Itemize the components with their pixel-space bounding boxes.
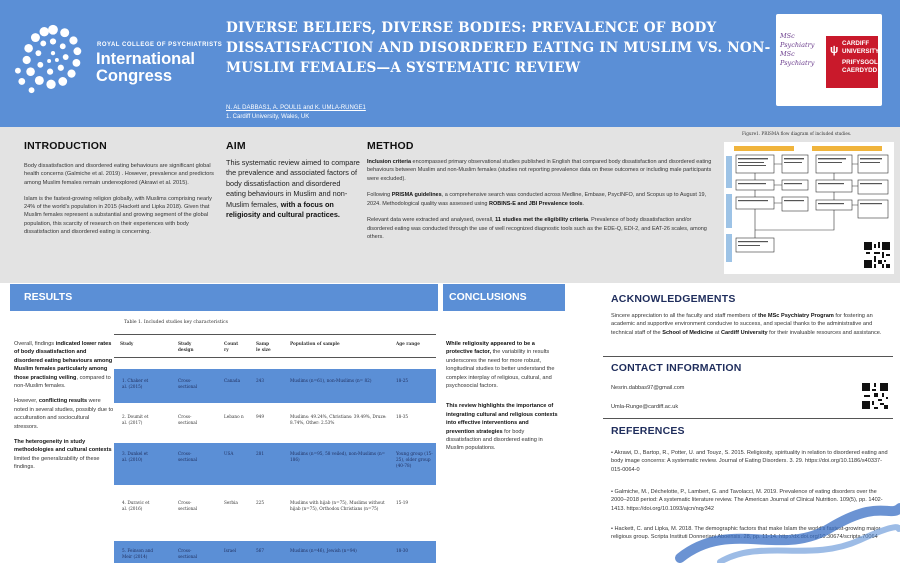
conclusions-p2: for body dissatisfaction and disordered eating in Muslim populations. [446,428,543,452]
cell-age: 18-25 [396,378,409,383]
authors-block [226,104,366,122]
table-header-population: Population of sample [290,341,340,346]
results-p3b: limited the generalizability of these findings. [14,455,100,471]
table-header-age: Age range [396,341,420,346]
org-subtitle: ROYAL COLLEGE OF PSYCHIATRISTS [97,42,223,48]
cell-design: Cross-sectional [178,500,198,512]
results-p1-bold: indicated lower rates of body dissatisfaction and disordered eating behaviours among Muslim females particularly among those practising veiling [14,341,113,381]
table-row [114,408,436,438]
conclusions-paragraph-2 [446,402,558,452]
divider [603,418,893,419]
method-p1-bold: Inclusion criteria [367,159,412,165]
cardiff-word-3: PRIFYSGOL [842,59,878,66]
method-text [367,158,712,250]
cell-study: 3. Dunkel et al. (2010) [122,451,148,463]
poster-title: DIVERSE BELIEFS, DIVERSE BODIES: PREVALENCE OF BODY DISSATISFACTION AND DISORDERED EATING IN MUSLIM VS. NON-MUSLIM FEMALES—A SYSTEMATIC REVIEW [226,20,771,76]
cell-size: 567 [256,548,264,553]
divider [603,356,893,357]
results-p2b: were noted in several studies, possibly due to acculturation and sociocultural stressors. [14,398,114,430]
results-p1b: , compared to non-Muslim females. [14,374,111,390]
cardiff-word-4: CAERDYDD [842,67,878,74]
cell-population: Muslims (n=61), non-Muslims (n= 82) [290,378,372,383]
cell-design: Cross-sectional [178,548,198,560]
cell-country: Lebano n [224,414,244,419]
contact-qr-code[interactable] [862,383,888,409]
poster-header [0,0,900,127]
cell-age: 15-19 [396,500,409,505]
cardiff-word-2: UNIVERSITY [842,48,880,55]
results-p1a: Overall, findings [14,341,56,347]
cardiff-university-logo [826,36,878,88]
aim-text [226,158,362,220]
cell-population: Muslims (n=46), Jewish (n=94) [290,548,357,553]
method-p2-bold2: ROBINS-E and JBI Prevalence tools [489,200,583,207]
affiliation: 1. Cardiff University, Wales, UK [226,114,310,120]
method-p3a: Relevant data were extracted and analysed, overall, [367,217,496,224]
method-p3b: . Prevalence of body dissatisfaction and/or disordered eating was conducted through the use of well recognized diagnostic tools such as the EDE-Q, EDI-2, and EAT-26 scales, among others. [367,217,707,241]
cell-country: Israel [224,548,237,553]
method-p2-bold: PRISMA guidelines [391,192,442,199]
acknowledgements-heading: ACKNOWLEDGEMENTS [611,293,736,305]
method-paragraph-1 [367,158,712,183]
authors: N. AL DABBAS1, A. POULI1 and K. UMLA-RUNGE1 [226,105,366,111]
cell-population: Muslims: 49.24%, Christians: 39.49%, Druze: 8.74%, Other: 2.53% [290,414,387,426]
cell-country: USA [224,451,234,456]
results-text [14,340,114,479]
reference-item: • Galmiche, M., Déchelotte, P., Lambert, G. and Tavolacci, M. 2019. Prevalence of eating disorders over the 2000–2018 period: A systematic literature review. The American Journal of Clinical Nutrition. 109(5), pp. 1402-1413. https://doi.org/10.1093/ajcn/nqy342 [611,489,883,512]
cell-study: 2. Doumit et al. (2017) [122,414,149,426]
table-caption: Table 1. Included studies key characteristics [124,320,228,325]
results-p3-bold: The heterogeneity in study methodologies and cultural contexts [14,439,112,454]
references-heading: REFERENCES [611,425,685,437]
method-p2a: Following [367,192,392,199]
aim-body: This systematic review aimed to compare the prevalence and associated factors of body dissatisfaction and disordered eating behaviours in Muslim and non-Muslim females, [226,158,360,209]
conclusions-p1-bold: While religiosity appeared to be a protective factor, [446,341,535,356]
method-p3-bold: 11 studies met the eligibility criteria [495,217,589,224]
cell-population: Muslims (n=95, 58 veiled), non-Muslims (n= 186) [290,451,386,463]
method-qr-code[interactable] [864,242,890,268]
results-paragraph-3 [14,438,114,472]
table-header-size: Samp le size [256,341,271,352]
cardiff-tree-icon: ψ [830,44,839,56]
reference-item: • Hackett, C. and Lipka, M. 2018. The demographic factors that make Islam the world's fastest-growing major religious group. Scripta Instituti Donneriani Aboensis. 28, pp. 11-14. http://dx.doi.org/10.30674/scripta.70064 [611,526,881,541]
table-row [114,492,436,532]
introduction-text [24,162,214,244]
intro-paragraph-1: Body dissatisfaction and disordered eating behaviours are significant global health concerns (Galmiche et al. 2019) . However, prevalence and predictors among Muslim females remain underexplored (Akrawi et al. 2015). [24,163,214,186]
method-heading: METHOD [367,140,414,152]
introduction-heading: INTRODUCTION [24,140,107,152]
conclusions-p1: the variability in results underscores the need for more robust, longitudinal studies to better understand the complex interplay of religious, cultural, and psychosocial factors. [446,349,555,390]
table-header-rule [114,357,436,358]
ack-b2: School of Medicine [662,329,714,336]
cell-study: 5. Feinson and Meir (2014) [122,548,154,560]
table-header-design: Study design [178,341,194,352]
cardiff-word-1: CARDIFF [842,40,870,47]
cell-country: Serbia [224,500,238,505]
cell-size: 243 [256,378,264,383]
results-banner [10,284,438,311]
method-paragraph-3 [367,216,712,241]
results-p2a: However, [14,398,39,405]
cell-population: Muslims with hijab (n=75), Muslims without hijab (n=75), Orthodox Christians (n=75) [290,500,385,512]
ack-t1: Sincere appreciation to all the faculty and staff members of [611,313,758,319]
partner-logos [776,14,882,106]
method-p2c: . [582,200,585,207]
cell-size: 225 [256,500,264,505]
method-p1: encompassed primary observational studies published in English that compared body dissatisfaction and disordered eating behaviours between Muslim and non-Muslim females (studies not reporting prevalence data on these outcomes or including male participants were excluded). [367,159,712,182]
conclusions-p2-bold: This review highlights the importance of integrating cultural and religious contexts into effective interventions and prevention strategies [446,403,558,435]
results-heading: RESULTS [24,291,73,303]
ack-t2: for fostering an academic and supportive environment conducive to success, and special thanks to the administrative and technical staff of the [611,313,873,336]
ack-t4: for their invaluable resources and assistance. [767,329,882,336]
results-p2-bold: conflicting results [38,398,88,405]
cell-study: 4. Duravic et al. (2016) [122,500,150,512]
qr-code-icon [862,383,888,409]
prisma-figure-caption: Figure1. PRISMA flow diagram of included studies. [742,131,852,136]
congress-name: International Congress [96,50,196,85]
method-p2b: , a comprehensive search was conducted across Medline, Embase, PsycINFO, and Scopus up to August 19, 2024. Methodological quality was assessed using [367,192,707,207]
cell-age: 18-35 [396,414,409,419]
method-paragraph-2 [367,191,712,208]
table-row [114,369,436,403]
aim-bold: with a focus on religiosity and cultural practices. [226,199,340,220]
table-header-study: Study [120,341,134,346]
contact-email-2[interactable]: Umla-Runge@cardiff.ac.uk [611,404,679,410]
ack-b3: Cardiff University [720,329,768,336]
results-paragraph-1 [14,340,114,390]
results-paragraph-2 [14,397,114,431]
aim-heading: AIM [226,140,246,152]
conclusions-heading: CONCLUSIONS [449,291,527,303]
table-row [114,443,436,485]
reference-item: • Akrawi, D., Bartop, R., Potter, U. and Touyz, S. 2015. Religiosity, spirituality in relation to disordered eating and body image concerns: A systematic review. Journal of Eating Disorders. 3. 29. https://doi.org/10.1186/s40337-015-0064-0 [611,450,888,473]
cell-country: Canada [224,378,241,383]
acknowledgements-text [611,312,893,337]
intro-paragraph-2: Islam is the fastest-growing religion globally, with Muslims comprising nearly 24% of the world's population in 2015 (Hackett and Lipka 2018). Given that Muslim females represent a substantial and growing segment of the global population, this scarcity of research on their experiences with body dissatisfaction and disordered eating is concerning. [24,195,212,236]
cell-study: 1. Chaker et al. (2015) [122,378,149,390]
table-header-country: Count ry [224,341,239,352]
cell-size: 949 [256,414,264,419]
ack-b1: the MSc Psychiatry Program [757,313,834,319]
cell-design: Cross-sectional [178,451,198,463]
cell-design: Cross-sectional [178,378,198,390]
rcpsych-logo-icon [14,20,92,98]
cell-size: 281 [256,451,264,456]
conclusions-paragraph-1 [446,340,558,390]
contact-email-1[interactable]: Nesrin.dabbas97@gmail.com [611,385,685,391]
table-row [114,541,436,563]
contact-heading: CONTACT INFORMATION [611,362,742,374]
cell-design: Cross-sectional [178,414,198,426]
msc-psychiatry-logo: MSc Psychiatry MSc Psychiatry [780,32,815,67]
qr-code-icon [864,242,890,268]
cell-age: 18-30 [396,548,409,553]
ack-t3: at [713,329,721,336]
table-top-rule [114,334,436,335]
cell-age: Young group (15-25), older group (40-78) [396,451,433,469]
conclusions-text [446,340,558,465]
decorative-wave-icon [660,488,900,563]
